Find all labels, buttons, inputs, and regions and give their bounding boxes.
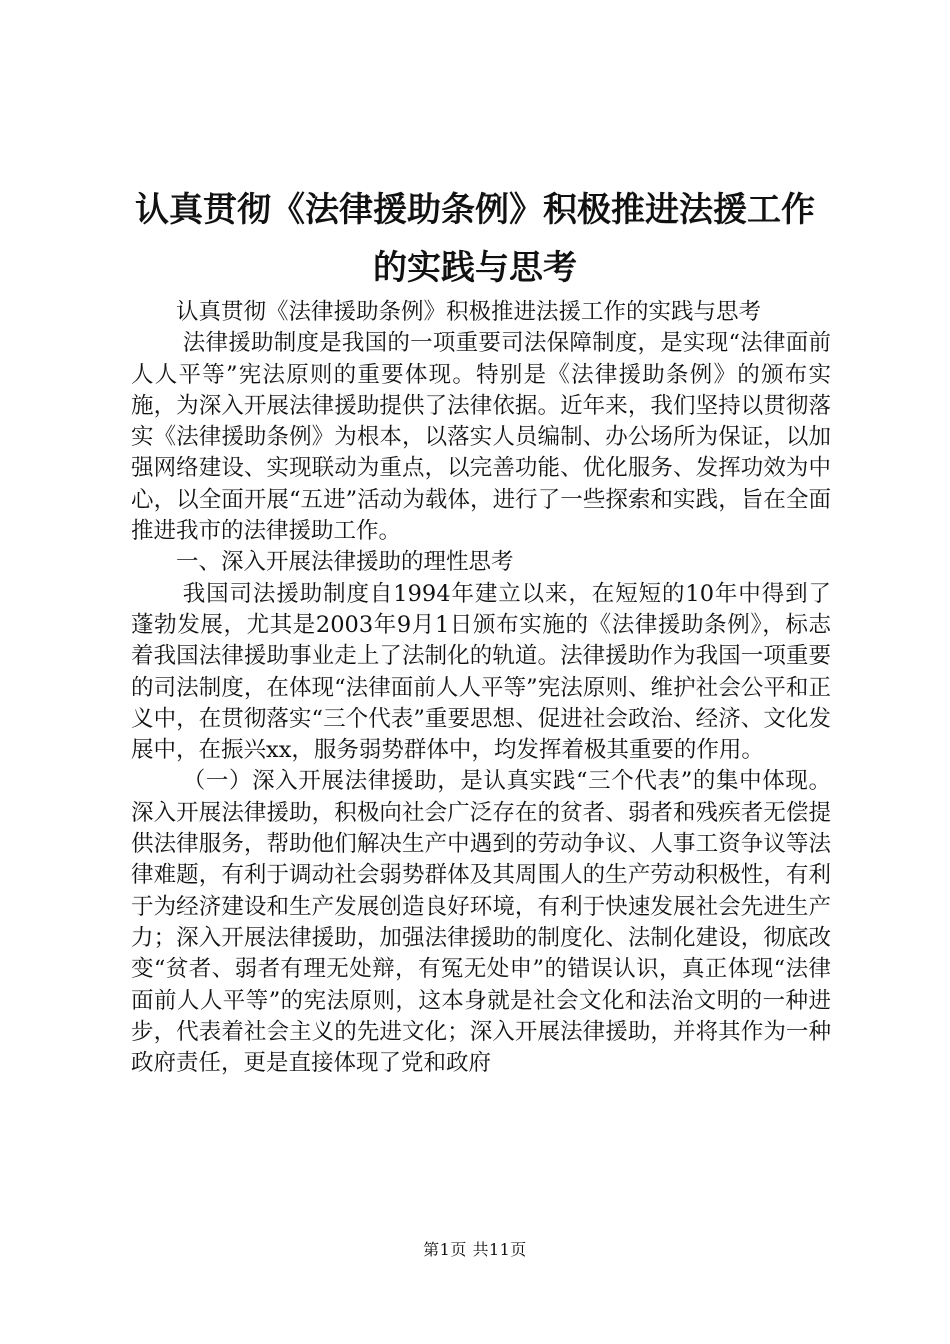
- page-footer: 第1页 共11页: [423, 1240, 527, 1259]
- document-body: [131, 297, 831, 1079]
- paragraph-history: 我国司法援助制度自1994年建立以来，在短短的10年中得到了蓬勃发展，尤其是2003年9月1日颁布实施的《法律援助条例》，标志着我国法律援助事业走上了法制化的轨道。法律援助作为我国一项重要的司法制度，在体现“法律面前人人平等”宪法原则、维护社会公平和正义中，在贯彻落实“三个代表”重要思想、促进社会政治、经济、文化发展中，在振兴xx，服务弱势群体中，均发挥着极其重要的作用。: [131, 580, 831, 764]
- document-title-line-1: 认真贯彻《法律援助条例》积极推进法援工作: [135, 190, 815, 230]
- document-title-line-2: 的实践与思考: [373, 248, 577, 288]
- section-heading-1: 一、深入开展法律援助的理性思考: [176, 549, 514, 576]
- paragraph-repeat-title: 认真贯彻《法律援助条例》积极推进法援工作的实践与思考: [176, 299, 762, 325]
- paragraph-subsection-1: （一）深入开展法律援助，是认真实践“三个代表”的集中体现。深入开展法律援助，积极向社会广泛存在的贫者、弱者和残疾者无偿提供法律服务，帮助他们解决生产中遇到的劳动争议、人事工资争议等法律难题，有利于调动社会弱势群体及其周围人的生产劳动积极性，有利于为经济建设和生产发展创造良好环境，有利于快速发展社会先进生产力；深入开展法律援助，加强法律援助的制度化、法制化建设，彻底改变“贫者、弱者有理无处辩，有冤无处申”的错误认识，真正体现“法律面前人人平等”的宪法原则，这本身就是社会文化和法治文明的一种进步，代表着社会主义的先进文化；深入开展法律援助，并将其作为一种政府责任，更是直接体现了党和政府: [131, 768, 831, 1077]
- paragraph-intro: 法律援助制度是我国的一项重要司法保障制度，是实现“法律面前人人平等”宪法原则的重要体现。特别是《法律援助条例》的颁布实施，为深入开展法律援助提供了法律依据。近年来，我们坚持以贯彻落实《法律援助条例》为根本，以落实人员编制、办公场所为保证，以加强网络建设、实现联动为重点，以完善功能、优化服务、发挥功效为中心，以全面开展“五进”活动为载体，进行了一些探索和实践，旨在全面推进我市的法律援助工作。: [131, 330, 831, 545]
